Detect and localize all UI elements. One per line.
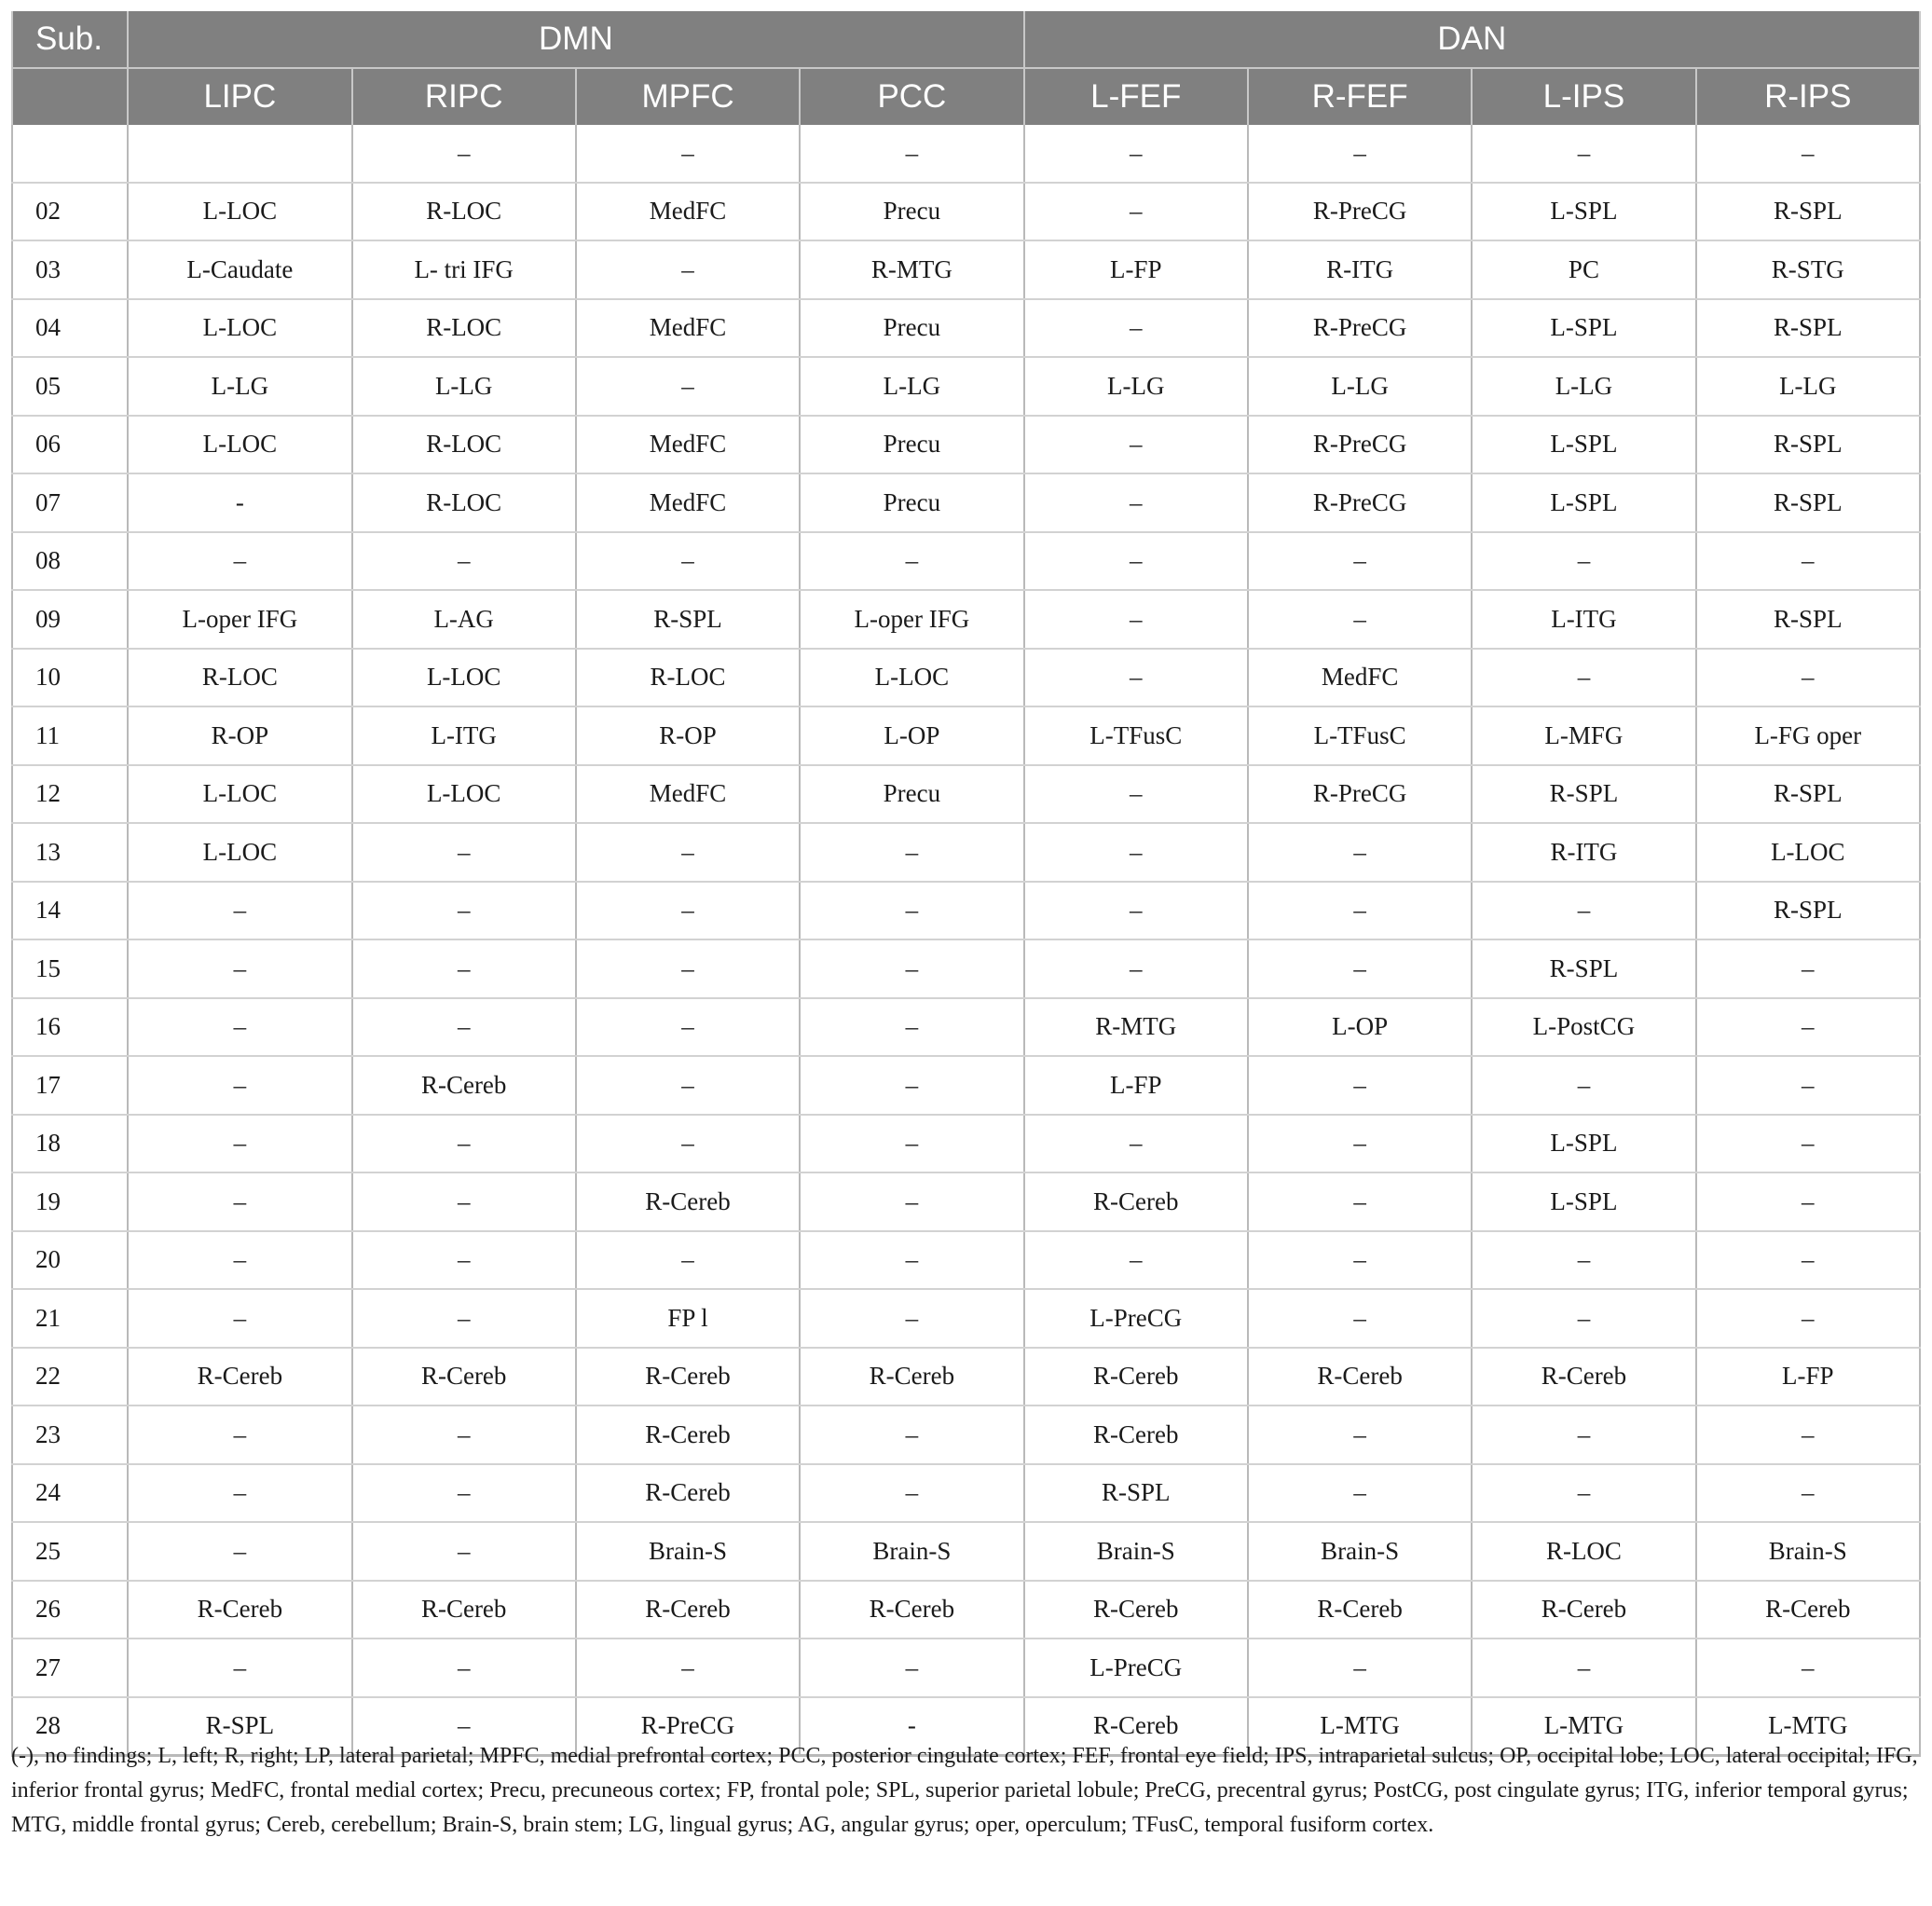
table-cell: L-FP bbox=[1024, 1056, 1248, 1115]
table-cell: – bbox=[800, 882, 1023, 940]
table-row bbox=[12, 882, 1920, 940]
subject-id-cell: 06 bbox=[12, 416, 128, 474]
table-cell: R-SPL bbox=[1472, 765, 1695, 824]
table-cell: – bbox=[1248, 590, 1472, 649]
table-cell: – bbox=[576, 240, 800, 299]
table-cell: – bbox=[352, 1172, 576, 1231]
table-cell: Precu bbox=[800, 299, 1023, 358]
subject-id-cell: 14 bbox=[12, 882, 128, 940]
table-cell: – bbox=[1472, 1639, 1695, 1697]
table-cell: R-LOC bbox=[352, 299, 576, 358]
table-cell: R-ITG bbox=[1248, 240, 1472, 299]
table-cell: – bbox=[128, 532, 351, 591]
column-header-row bbox=[12, 68, 1920, 125]
table-cell: L-ITG bbox=[352, 706, 576, 765]
table-cell: – bbox=[1472, 649, 1695, 707]
table-row bbox=[12, 1639, 1920, 1697]
table-cell: L-OP bbox=[1248, 998, 1472, 1057]
table-cell: R-OP bbox=[128, 706, 351, 765]
table-cell: PC bbox=[1472, 240, 1695, 299]
table-row bbox=[12, 939, 1920, 998]
table-cell: – bbox=[128, 1231, 351, 1290]
table-cell: R-STG bbox=[1696, 240, 1920, 299]
table-cell: R-Cereb bbox=[1024, 1348, 1248, 1406]
table-cell: – bbox=[1248, 1172, 1472, 1231]
table-cell: – bbox=[1024, 416, 1248, 474]
table-row bbox=[12, 1172, 1920, 1231]
subject-id-cell: 24 bbox=[12, 1464, 128, 1523]
table-cell: – bbox=[1024, 1231, 1248, 1290]
table-cell: L-LOC bbox=[128, 823, 351, 882]
table-row bbox=[12, 706, 1920, 765]
subject-id-cell: 27 bbox=[12, 1639, 128, 1697]
subject-id-cell: 25 bbox=[12, 1522, 128, 1581]
table-cell: L-LG bbox=[1248, 357, 1472, 416]
table-cell: R-Cereb bbox=[576, 1406, 800, 1464]
table-cell: L-MFG bbox=[1472, 706, 1695, 765]
table-cell: – bbox=[1248, 1639, 1472, 1697]
table-cell: R-Cereb bbox=[1024, 1581, 1248, 1639]
table-cell: – bbox=[1696, 125, 1920, 183]
table-cell: – bbox=[128, 1056, 351, 1115]
table-cell: – bbox=[576, 1231, 800, 1290]
subject-id-cell: 26 bbox=[12, 1581, 128, 1639]
table-cell: R-Cereb bbox=[576, 1464, 800, 1523]
table-cell: – bbox=[352, 1289, 576, 1348]
table-cell: MedFC bbox=[576, 299, 800, 358]
table-cell: R-SPL bbox=[1024, 1464, 1248, 1523]
table-cell: Precu bbox=[800, 416, 1023, 474]
table-cell: – bbox=[800, 823, 1023, 882]
table-cell: – bbox=[1472, 1406, 1695, 1464]
group-header-dan: DAN bbox=[1024, 11, 1920, 68]
table-cell: – bbox=[1248, 823, 1472, 882]
table-cell: R-Cereb bbox=[1696, 1581, 1920, 1639]
table-row bbox=[12, 1464, 1920, 1523]
table-cell: – bbox=[1248, 882, 1472, 940]
table-cell: – bbox=[1248, 125, 1472, 183]
table-cell: L-MTG bbox=[1248, 1697, 1472, 1756]
table-cell: – bbox=[1696, 1406, 1920, 1464]
table-cell: – bbox=[1248, 1406, 1472, 1464]
table-cell: R-SPL bbox=[1472, 939, 1695, 998]
subject-id-cell: 22 bbox=[12, 1348, 128, 1406]
table-row bbox=[12, 1406, 1920, 1464]
table-cell: L-SPL bbox=[1472, 416, 1695, 474]
table-cell: R-LOC bbox=[352, 416, 576, 474]
table-cell: – bbox=[128, 882, 351, 940]
table-cell: L-LG bbox=[1472, 357, 1695, 416]
subject-id-cell: 17 bbox=[12, 1056, 128, 1115]
table-cell: L-LG bbox=[1024, 357, 1248, 416]
table-row bbox=[12, 532, 1920, 591]
subject-id-cell: 18 bbox=[12, 1115, 128, 1173]
table-cell: Brain-S bbox=[1024, 1522, 1248, 1581]
table-row bbox=[12, 299, 1920, 358]
table-cell: – bbox=[128, 939, 351, 998]
table-cell: L-SPL bbox=[1472, 183, 1695, 241]
table-cell: R-SPL bbox=[1696, 882, 1920, 940]
table-cell: – bbox=[352, 823, 576, 882]
table-cell: – bbox=[576, 939, 800, 998]
table-cell: R-SPL bbox=[1696, 765, 1920, 824]
table-row bbox=[12, 1522, 1920, 1581]
subject-id-cell: 16 bbox=[12, 998, 128, 1057]
table-cell: L-LOC bbox=[352, 649, 576, 707]
table-cell: – bbox=[352, 1697, 576, 1756]
table-cell: – bbox=[1024, 823, 1248, 882]
table-header bbox=[12, 11, 1920, 125]
table-cell: – bbox=[128, 1464, 351, 1523]
group-header-dmn: DMN bbox=[128, 11, 1023, 68]
table-cell: – bbox=[800, 998, 1023, 1057]
table-cell: R-Cereb bbox=[576, 1172, 800, 1231]
table-cell: L-LOC bbox=[128, 183, 351, 241]
table-cell: – bbox=[128, 1172, 351, 1231]
table-cell: – bbox=[1696, 1231, 1920, 1290]
table-row bbox=[12, 1115, 1920, 1173]
table-cell: L-LOC bbox=[128, 416, 351, 474]
table-cell: R-SPL bbox=[1696, 473, 1920, 532]
table-cell: R-PreCG bbox=[1248, 765, 1472, 824]
table-cell: – bbox=[800, 532, 1023, 591]
table-cell: – bbox=[352, 125, 576, 183]
table-cell: – bbox=[352, 998, 576, 1057]
table-cell: – bbox=[1696, 1639, 1920, 1697]
table-cell: R-ITG bbox=[1472, 823, 1695, 882]
table-cell: – bbox=[1472, 882, 1695, 940]
table-cell: – bbox=[1472, 532, 1695, 591]
table-row bbox=[12, 590, 1920, 649]
table-cell: R-LOC bbox=[352, 473, 576, 532]
subject-id-cell: 19 bbox=[12, 1172, 128, 1231]
table-cell: – bbox=[1472, 1289, 1695, 1348]
table-cell: – bbox=[352, 1231, 576, 1290]
table-cell: – bbox=[1024, 649, 1248, 707]
table-cell: – bbox=[800, 1056, 1023, 1115]
table-cell: – bbox=[1248, 939, 1472, 998]
subject-id-cell: 05 bbox=[12, 357, 128, 416]
table-cell: – bbox=[1696, 1172, 1920, 1231]
table-cell: – bbox=[1696, 1289, 1920, 1348]
table-cell: L-SPL bbox=[1472, 1115, 1695, 1173]
table-cell: L-AG bbox=[352, 590, 576, 649]
table-cell: – bbox=[576, 823, 800, 882]
subject-id-cell: 21 bbox=[12, 1289, 128, 1348]
table-cell: – bbox=[1248, 1289, 1472, 1348]
table-cell: R-Cereb bbox=[1248, 1348, 1472, 1406]
table-cell: – bbox=[800, 1639, 1023, 1697]
table-cell: – bbox=[352, 1406, 576, 1464]
column-header-empty bbox=[12, 68, 128, 125]
table-cell: – bbox=[1024, 765, 1248, 824]
table-cell: – bbox=[1024, 299, 1248, 358]
table-cell: L-TFusC bbox=[1024, 706, 1248, 765]
table-cell: L-LOC bbox=[1696, 823, 1920, 882]
table-cell: – bbox=[1696, 1056, 1920, 1115]
table-cell: – bbox=[1024, 590, 1248, 649]
table-cell: L-OP bbox=[800, 706, 1023, 765]
table-cell: – bbox=[576, 532, 800, 591]
table-row bbox=[12, 1289, 1920, 1348]
table-cell: L-SPL bbox=[1472, 299, 1695, 358]
table-cell: – bbox=[128, 1522, 351, 1581]
table-cell: L-LOC bbox=[352, 765, 576, 824]
table-cell: L-FP bbox=[1024, 240, 1248, 299]
group-header-row bbox=[12, 11, 1920, 68]
column-header: MPFC bbox=[576, 68, 800, 125]
subject-id-cell: 13 bbox=[12, 823, 128, 882]
table-cell: MedFC bbox=[576, 416, 800, 474]
column-header: L-FEF bbox=[1024, 68, 1248, 125]
table-cell: – bbox=[1248, 1056, 1472, 1115]
table-cell: R-SPL bbox=[1696, 590, 1920, 649]
table-cell: – bbox=[128, 1115, 351, 1173]
subject-id-cell: 23 bbox=[12, 1406, 128, 1464]
table-cell: R-PreCG bbox=[1248, 183, 1472, 241]
table-cell: L-PreCG bbox=[1024, 1639, 1248, 1697]
table-cell: L-LOC bbox=[128, 765, 351, 824]
table-cell: R-PreCG bbox=[576, 1697, 800, 1756]
table-cell: – bbox=[128, 998, 351, 1057]
table-footnote: (-), no findings; L, left; R, right; LP, lateral parietal; MPFC, medial prefrontal cortex; PCC, posterior cingulate cortex; FEF, frontal eye field; IPS, intraparietal sulcus; OP, occipital lobe; LOC, lateral occipital; IFG, inferior frontal gyrus; MedFC, frontal medial cortex; Precu, precuneous cortex; FP, frontal pole; SPL, superior parietal lobule; PreCG, precentral gyrus; PostCG, post cingulate gyrus; ITG, inferior temporal gyrus; MTG, middle frontal gyrus; Cereb, cerebellum; Brain-S, brain stem; LG, lingual gyrus; AG, angular gyrus; oper, operculum; TFusC, temporal fusiform cortex. bbox=[11, 1744, 1918, 1837]
table-cell bbox=[128, 125, 351, 183]
subject-id-cell: 20 bbox=[12, 1231, 128, 1290]
table-cell: Precu bbox=[800, 473, 1023, 532]
table-cell: L-MTG bbox=[1472, 1697, 1695, 1756]
table-cell: – bbox=[800, 1115, 1023, 1173]
column-header: LIPC bbox=[128, 68, 351, 125]
table-cell: MedFC bbox=[576, 765, 800, 824]
subject-id-cell: 15 bbox=[12, 939, 128, 998]
table-row bbox=[12, 823, 1920, 882]
subject-id-cell: 10 bbox=[12, 649, 128, 707]
table-cell: – bbox=[1696, 649, 1920, 707]
table-cell: R-Cereb bbox=[800, 1581, 1023, 1639]
table-row bbox=[12, 473, 1920, 532]
table-cell: Brain-S bbox=[800, 1522, 1023, 1581]
table-cell: L-PreCG bbox=[1024, 1289, 1248, 1348]
column-header: R-IPS bbox=[1696, 68, 1920, 125]
table-cell: R-PreCG bbox=[1248, 473, 1472, 532]
table-cell: R-OP bbox=[576, 706, 800, 765]
table-cell: – bbox=[576, 125, 800, 183]
table-cell: – bbox=[352, 1115, 576, 1173]
table-row bbox=[12, 765, 1920, 824]
table-cell: Brain-S bbox=[1248, 1522, 1472, 1581]
table-cell: R-Cereb bbox=[1024, 1172, 1248, 1231]
table-cell: – bbox=[576, 1639, 800, 1697]
table-row bbox=[12, 1581, 1920, 1639]
table-cell: R-SPL bbox=[128, 1697, 351, 1756]
table-cell: R-Cereb bbox=[800, 1348, 1023, 1406]
table-cell: – bbox=[576, 1056, 800, 1115]
sub-column-header: Sub. bbox=[12, 11, 128, 68]
table-cell: R-SPL bbox=[1696, 416, 1920, 474]
table-cell: MedFC bbox=[576, 473, 800, 532]
table-cell: L-Caudate bbox=[128, 240, 351, 299]
table-cell: MedFC bbox=[576, 183, 800, 241]
table-cell: L-LG bbox=[128, 357, 351, 416]
table-cell: L-LOC bbox=[128, 299, 351, 358]
table-row bbox=[12, 1348, 1920, 1406]
table-cell: Precu bbox=[800, 183, 1023, 241]
table-cell: – bbox=[1472, 1464, 1695, 1523]
table-cell: - bbox=[128, 473, 351, 532]
table-cell: MedFC bbox=[1248, 649, 1472, 707]
table-cell: R-MTG bbox=[1024, 998, 1248, 1057]
table-cell: R-MTG bbox=[800, 240, 1023, 299]
table-cell: – bbox=[352, 882, 576, 940]
table-row bbox=[12, 1056, 1920, 1115]
table-cell: R-Cereb bbox=[1024, 1406, 1248, 1464]
table-cell: R-Cereb bbox=[128, 1581, 351, 1639]
table-cell: – bbox=[1248, 1231, 1472, 1290]
table-cell: – bbox=[352, 1464, 576, 1523]
column-header: R-FEF bbox=[1248, 68, 1472, 125]
table-cell: L- tri IFG bbox=[352, 240, 576, 299]
table-cell: L-LG bbox=[1696, 357, 1920, 416]
table-cell: – bbox=[352, 1639, 576, 1697]
table-cell: – bbox=[800, 1406, 1023, 1464]
table-cell: – bbox=[1472, 1056, 1695, 1115]
table-cell: – bbox=[1024, 939, 1248, 998]
table-cell: R-Cereb bbox=[352, 1056, 576, 1115]
table-cell: – bbox=[1696, 532, 1920, 591]
table-cell: R-Cereb bbox=[576, 1581, 800, 1639]
table-cell: – bbox=[128, 1639, 351, 1697]
table-cell: Brain-S bbox=[1696, 1522, 1920, 1581]
table-cell: – bbox=[1024, 882, 1248, 940]
table-cell: – bbox=[1248, 1115, 1472, 1173]
table-cell: – bbox=[1024, 183, 1248, 241]
table-cell: FP l bbox=[576, 1289, 800, 1348]
table-cell: L-FP bbox=[1696, 1348, 1920, 1406]
table-cell: L-LG bbox=[800, 357, 1023, 416]
table-cell: R-LOC bbox=[128, 649, 351, 707]
table-cell: L-oper IFG bbox=[800, 590, 1023, 649]
table-cell: R-LOC bbox=[352, 183, 576, 241]
subject-id-cell: 09 bbox=[12, 590, 128, 649]
subject-id-cell: 07 bbox=[12, 473, 128, 532]
table-cell: R-SPL bbox=[1696, 183, 1920, 241]
table-body bbox=[12, 125, 1920, 1756]
table-cell: R-PreCG bbox=[1248, 416, 1472, 474]
table-cell: R-Cereb bbox=[352, 1581, 576, 1639]
table-cell: L-PostCG bbox=[1472, 998, 1695, 1057]
table-cell: L-MTG bbox=[1696, 1697, 1920, 1756]
table-cell: – bbox=[800, 1231, 1023, 1290]
table-cell: R-LOC bbox=[1472, 1522, 1695, 1581]
table-cell: – bbox=[800, 1289, 1023, 1348]
table-cell: - bbox=[800, 1697, 1023, 1756]
table-cell: – bbox=[576, 357, 800, 416]
subject-id-cell: 28 bbox=[12, 1697, 128, 1756]
table-row bbox=[12, 183, 1920, 241]
table-cell: – bbox=[576, 1115, 800, 1173]
table-cell: – bbox=[128, 1406, 351, 1464]
table-cell: – bbox=[1024, 532, 1248, 591]
table-cell: – bbox=[128, 1289, 351, 1348]
table-cell: R-Cereb bbox=[1472, 1581, 1695, 1639]
table-row bbox=[12, 1231, 1920, 1290]
table-cell: – bbox=[1024, 473, 1248, 532]
table-cell: R-Cereb bbox=[128, 1348, 351, 1406]
table-cell: L-LOC bbox=[800, 649, 1023, 707]
table-row bbox=[12, 357, 1920, 416]
table-cell: R-Cereb bbox=[352, 1348, 576, 1406]
table-cell: – bbox=[1472, 1231, 1695, 1290]
subject-id-cell bbox=[12, 125, 128, 183]
table-cell: L-LG bbox=[352, 357, 576, 416]
table-cell: Brain-S bbox=[576, 1522, 800, 1581]
table-cell: – bbox=[800, 125, 1023, 183]
subject-id-cell: 03 bbox=[12, 240, 128, 299]
table-cell: L-SPL bbox=[1472, 1172, 1695, 1231]
table-cell: R-PreCG bbox=[1248, 299, 1472, 358]
table-cell: – bbox=[1696, 998, 1920, 1057]
table-row bbox=[12, 998, 1920, 1057]
table-cell: – bbox=[576, 998, 800, 1057]
table-row bbox=[12, 416, 1920, 474]
table-cell: L-TFusC bbox=[1248, 706, 1472, 765]
column-header: L-IPS bbox=[1472, 68, 1695, 125]
table-cell: Precu bbox=[800, 765, 1023, 824]
table-cell: R-Cereb bbox=[1472, 1348, 1695, 1406]
subject-id-cell: 11 bbox=[12, 706, 128, 765]
subject-id-cell: 02 bbox=[12, 183, 128, 241]
table-cell: – bbox=[352, 1522, 576, 1581]
table-row bbox=[12, 240, 1920, 299]
subject-id-cell: 04 bbox=[12, 299, 128, 358]
table-cell: – bbox=[1024, 125, 1248, 183]
table-cell: R-Cereb bbox=[576, 1348, 800, 1406]
table-row bbox=[12, 649, 1920, 707]
table-cell: – bbox=[800, 1464, 1023, 1523]
table-cell: R-Cereb bbox=[1024, 1697, 1248, 1756]
column-header: PCC bbox=[800, 68, 1023, 125]
table-cell: L-ITG bbox=[1472, 590, 1695, 649]
table-cell: – bbox=[1248, 1464, 1472, 1523]
table-cell: – bbox=[1696, 939, 1920, 998]
subject-id-cell: 12 bbox=[12, 765, 128, 824]
subject-id-cell: 08 bbox=[12, 532, 128, 591]
table-cell: L-oper IFG bbox=[128, 590, 351, 649]
table-cell: – bbox=[1696, 1464, 1920, 1523]
table-cell: – bbox=[576, 882, 800, 940]
table-cell: – bbox=[800, 1172, 1023, 1231]
table-cell: R-SPL bbox=[1696, 299, 1920, 358]
table-cell: – bbox=[800, 939, 1023, 998]
table-row bbox=[12, 125, 1920, 183]
table-cell: – bbox=[352, 939, 576, 998]
table-cell: – bbox=[1696, 1115, 1920, 1173]
results-table-container bbox=[11, 11, 1921, 1757]
table-cell: – bbox=[1024, 1115, 1248, 1173]
table-cell: R-Cereb bbox=[1248, 1581, 1472, 1639]
table-cell: R-LOC bbox=[576, 649, 800, 707]
table-cell: – bbox=[1248, 532, 1472, 591]
table-cell: L-FG oper bbox=[1696, 706, 1920, 765]
column-header: RIPC bbox=[352, 68, 576, 125]
table-cell: L-SPL bbox=[1472, 473, 1695, 532]
table-cell: – bbox=[1472, 125, 1695, 183]
results-table bbox=[11, 11, 1921, 1757]
table-cell: R-SPL bbox=[576, 590, 800, 649]
table-cell: – bbox=[352, 532, 576, 591]
